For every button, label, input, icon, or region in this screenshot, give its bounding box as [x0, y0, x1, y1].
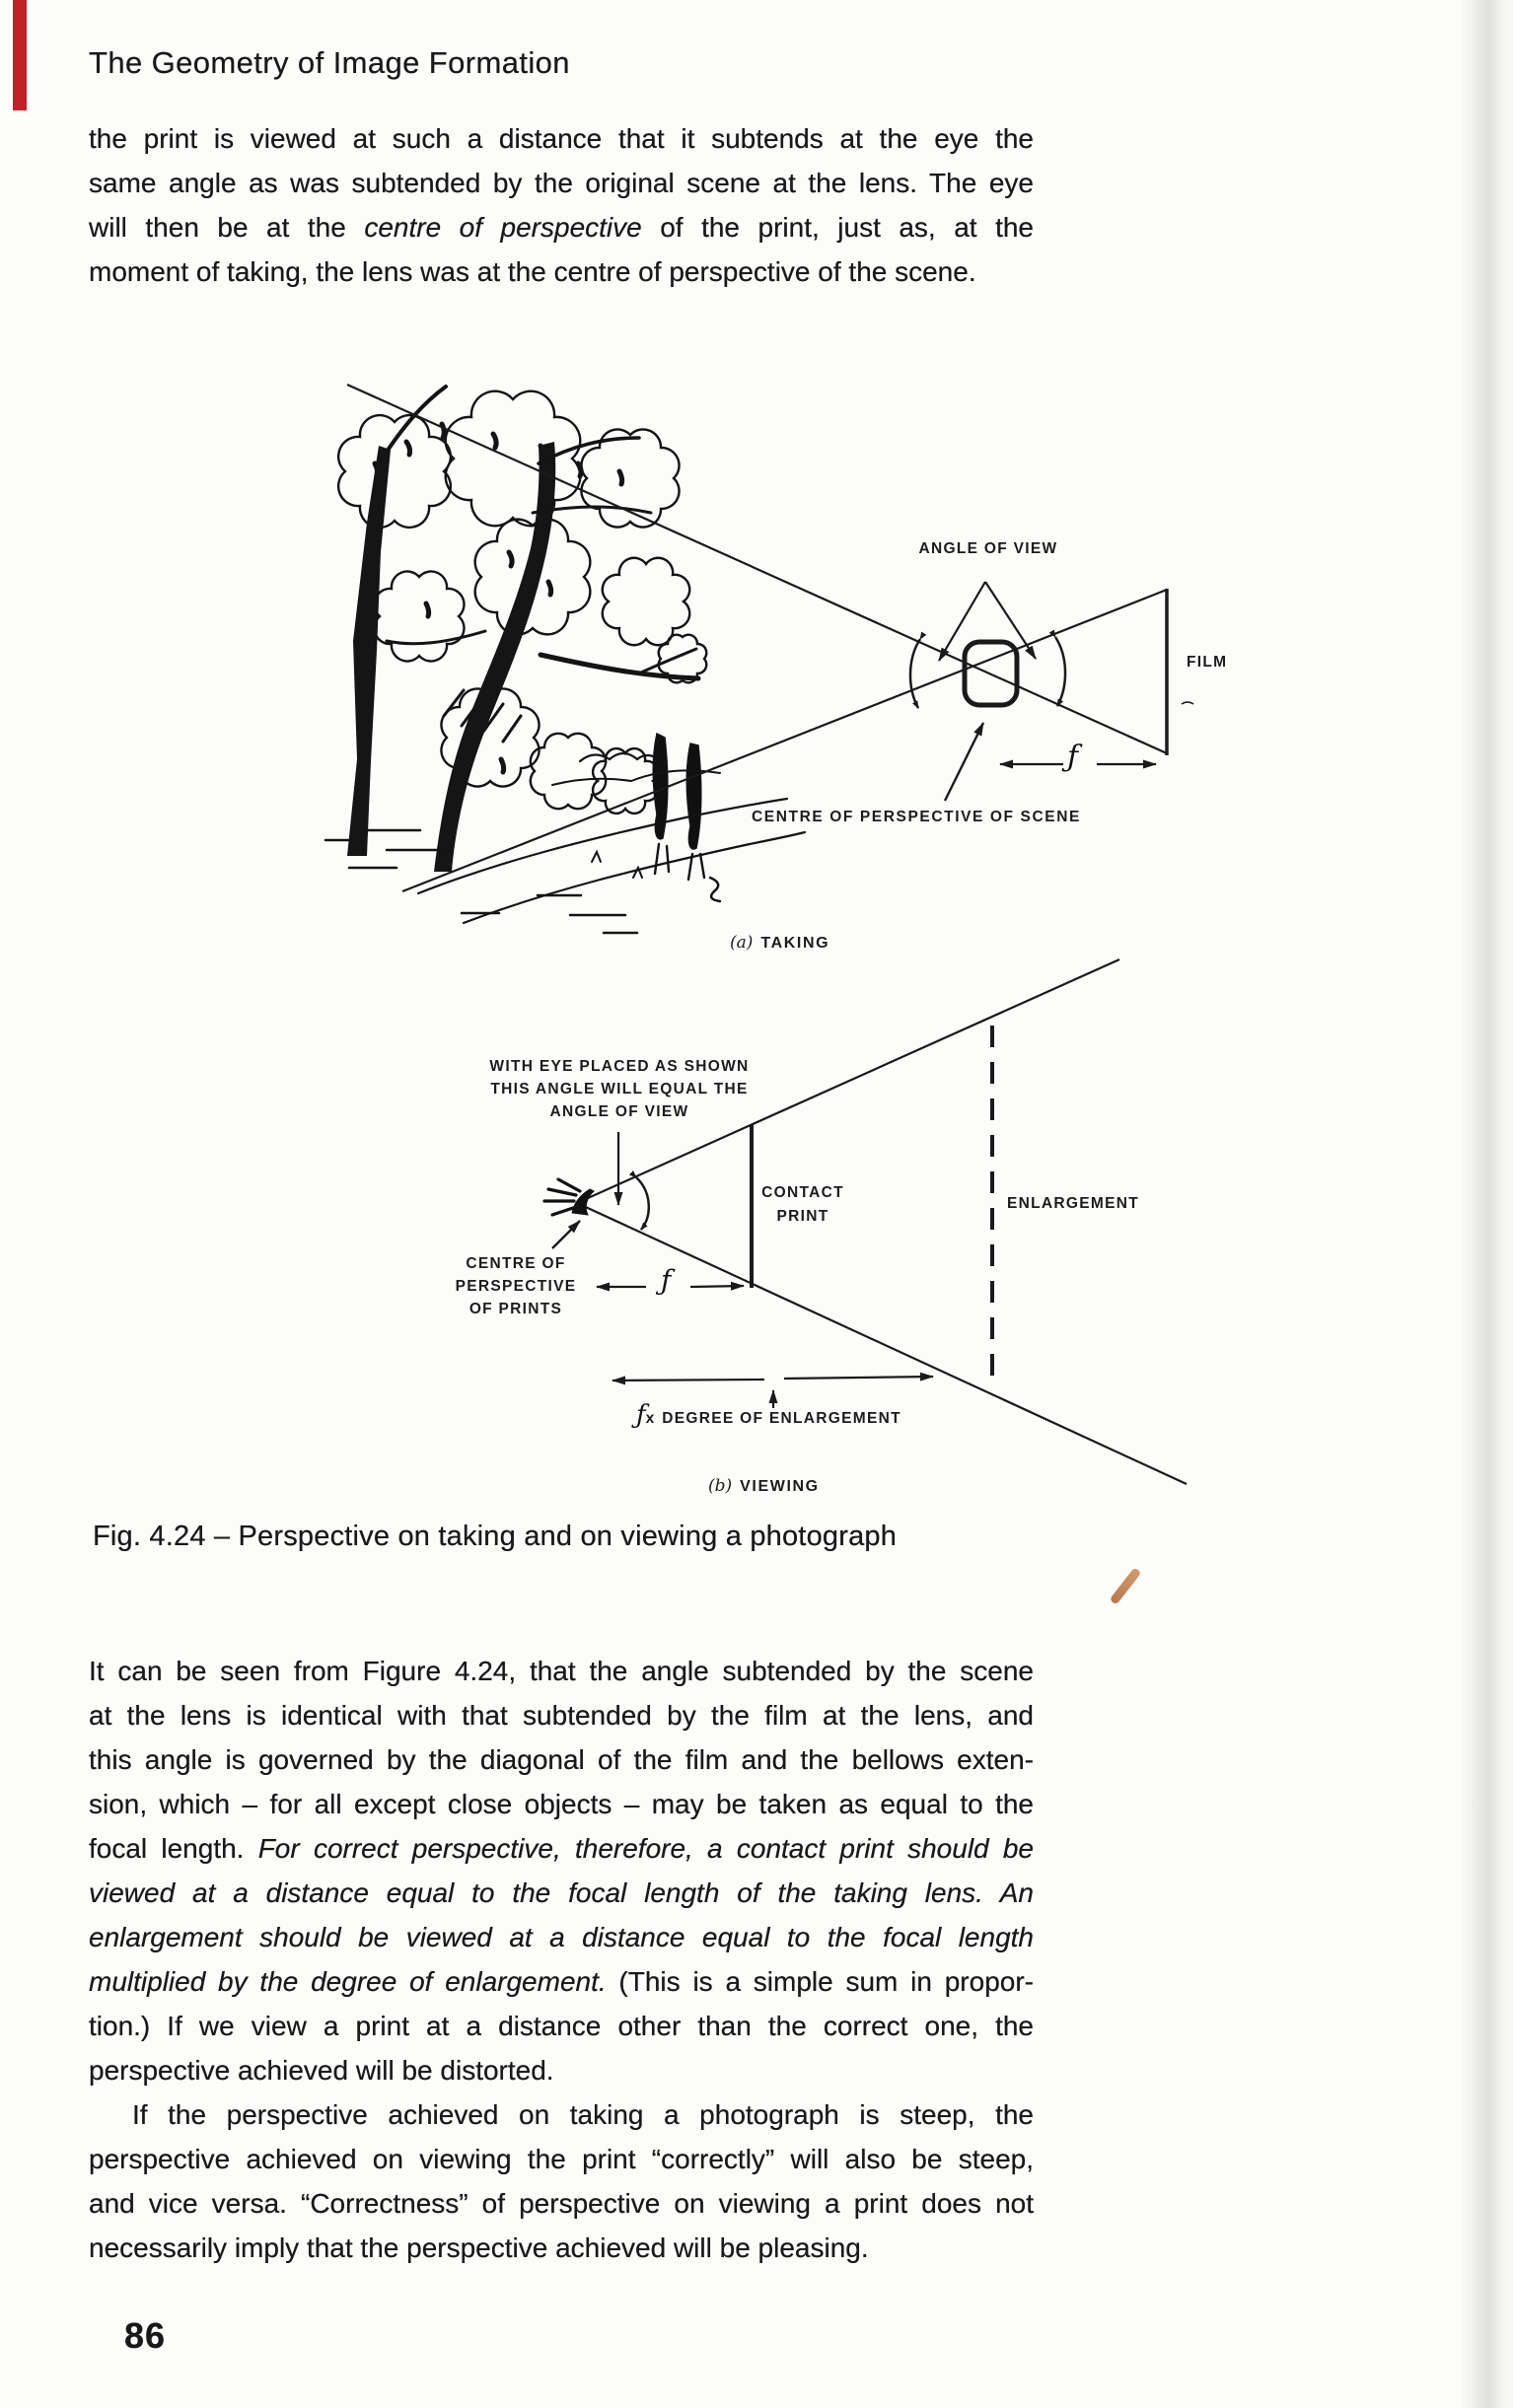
- paragraph-2: [89, 1649, 1034, 2092]
- text-line: at the lens is identical with that subtended by the film at the lens, and: [89, 1700, 1034, 1731]
- paragraph-1: [89, 116, 1034, 294]
- label-centre-of-perspective-of-prints: [444, 1252, 588, 1320]
- text-line: [89, 1959, 1034, 2004]
- part-word: VIEWING: [740, 1478, 820, 1495]
- text-line: this angle is governed by the diagonal of the film and the bellows exten-: [89, 1744, 1034, 1775]
- text-line: If the perspective achieved on taking a photograph is steep, the: [132, 2099, 1034, 2130]
- text-line: CONTACT: [761, 1184, 844, 1201]
- eye-icon: [544, 1179, 594, 1215]
- text-line: sion, which – for all except close objects – may be taken as equal to the: [89, 1789, 1034, 1819]
- text-line: [89, 1826, 1034, 1871]
- label-fx-degree-of-enlargement: [636, 1400, 901, 1430]
- page-edge-shadow: [1460, 0, 1513, 2408]
- text-line: It can be seen from Figure 4.24, that the angle subtended by the scene: [89, 1656, 1034, 1686]
- text-segment-italic: viewed at a distance equal to the focal length of the taking lens. An: [89, 1877, 1034, 1908]
- text-line: and vice versa. “Correctness” of perspective on viewing a print does not: [89, 2188, 1034, 2219]
- text-line: perspective achieved on viewing the print “correctly” will also be steep,: [89, 2144, 1034, 2174]
- text-line: perspective achieved will be distorted.: [89, 2055, 554, 2086]
- text-segment-italic: centre of perspective: [364, 212, 642, 243]
- page-title: The Geometry of Image Formation: [89, 45, 570, 80]
- label-eye-note: [471, 1055, 767, 1123]
- pencil-mark: [1110, 1567, 1142, 1605]
- text-segment: (This is a simple sum in propor-: [606, 1966, 1034, 1997]
- text-segment-italic: For correct perspective, therefore, a contact print should be: [257, 1833, 1034, 1864]
- part-letter: (b): [708, 1476, 733, 1496]
- fx-f-symbol: ƒ: [636, 1400, 646, 1430]
- part-label-taking: [730, 933, 829, 953]
- text-line: the print is viewed at such a distance that it subtends at the eye the: [89, 123, 1034, 154]
- text-line: CENTRE OF: [466, 1255, 566, 1272]
- part-word: TAKING: [760, 935, 830, 952]
- fx-x: x: [645, 1410, 655, 1427]
- scene-illustration: [325, 387, 805, 933]
- text-segment: focal length.: [89, 1833, 258, 1864]
- text-segment-italic: enlargement should be viewed at a distance equal to the focal length: [89, 1922, 1034, 1952]
- part-letter: (a): [730, 933, 754, 953]
- text-line: same angle as was subtended by the original scene at the lens. The eye: [89, 168, 1034, 198]
- page-number: 86: [124, 2315, 167, 2356]
- focal-length-symbol-a: ƒ: [1067, 740, 1079, 774]
- part-label-viewing: [708, 1476, 820, 1496]
- text-line: [89, 205, 1034, 249]
- label-centre-of-perspective-of-scene: CENTRE OF PERSPECTIVE OF SCENE: [752, 809, 1081, 825]
- text-line: tion.) If we view a print at a distance other than the correct one, the: [89, 2011, 1034, 2041]
- text-line: necessarily imply that the perspective achieved will be pleasing.: [89, 2232, 869, 2263]
- text-line: WITH EYE PLACED AS SHOWN: [489, 1058, 750, 1075]
- label-enlargement: ENLARGEMENT: [1007, 1195, 1139, 1212]
- text-line: [89, 1871, 1034, 1915]
- fx-label: DEGREE OF ENLARGEMENT: [662, 1410, 901, 1427]
- label-angle-of-view: ANGLE OF VIEW: [918, 540, 1058, 557]
- text-segment: will then be at the: [89, 212, 365, 243]
- text-line: ANGLE OF VIEW: [549, 1103, 689, 1120]
- focal-length-symbol-b: ƒ: [661, 1264, 672, 1297]
- text-line: PERSPECTIVE: [455, 1278, 577, 1295]
- figure-caption: Fig. 4.24 – Perspective on taking and on viewing a photograph: [93, 1521, 898, 1552]
- red-page-edge-mark: [13, 0, 27, 110]
- text-line: moment of taking, the lens was at the centre of perspective of the scene.: [89, 256, 976, 287]
- label-film: FILM: [1187, 654, 1228, 671]
- label-contact-print: [748, 1181, 858, 1229]
- text-line: [89, 1915, 1034, 1959]
- text-segment: of the print, just as, at the: [641, 212, 1034, 243]
- text-line: OF PRINTS: [468, 1301, 563, 1317]
- text-line: PRINT: [776, 1208, 829, 1225]
- text-segment-italic: multiplied by the degree of enlargement.: [89, 1966, 607, 1997]
- paragraph-3: [89, 2092, 1034, 2270]
- text-line: THIS ANGLE WILL EQUAL THE: [490, 1081, 749, 1098]
